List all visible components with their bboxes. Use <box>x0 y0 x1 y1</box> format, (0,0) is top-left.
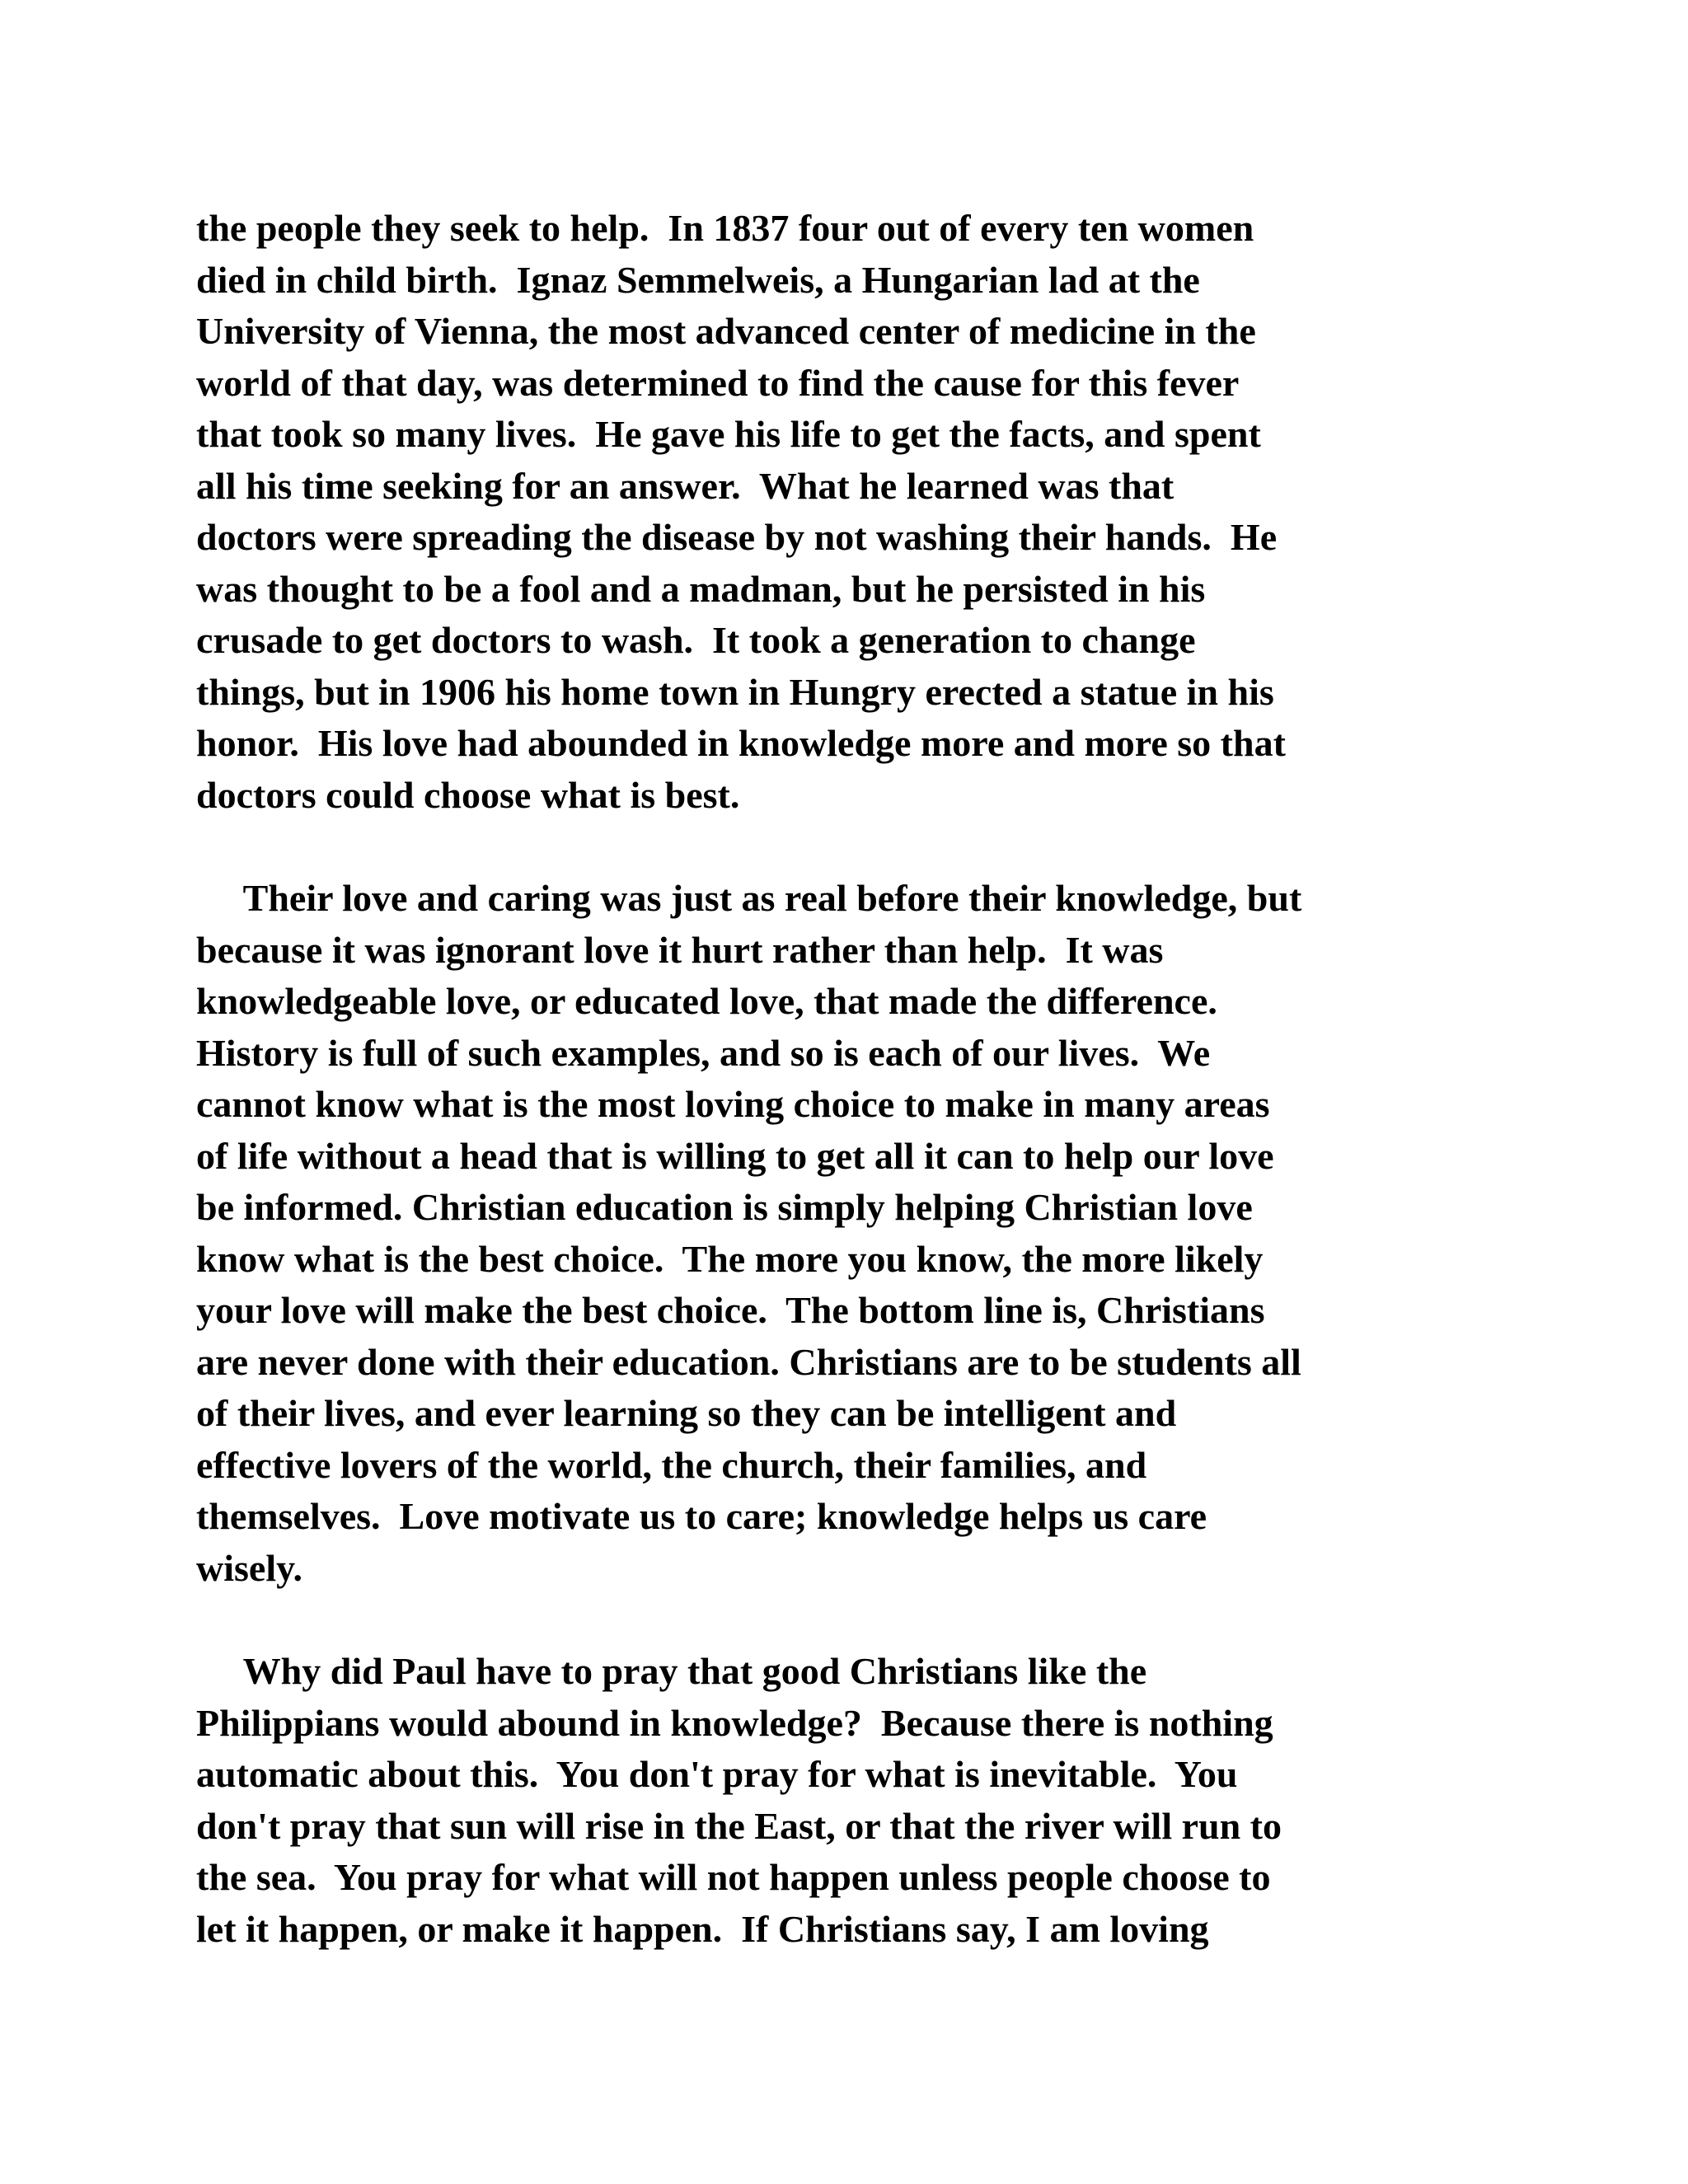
text-line: themselves. Love motivate us to care; knowledge helps us care <box>196 1495 1207 1537</box>
text-line: crusade to get doctors to wash. It took a generation to change <box>196 619 1196 661</box>
text-line: was thought to be a fool and a madman, but he persisted in his <box>196 567 1206 610</box>
text-line: wisely. <box>196 1546 303 1589</box>
text-line: be informed. Christian education is simply helping Christian love <box>196 1186 1253 1228</box>
text-line: your love will make the best choice. The bottom line is, Christians <box>196 1289 1265 1331</box>
text-line: are never done with their education. Christians are to be students all <box>196 1340 1301 1383</box>
text-line: Philippians would abound in knowledge? Because there is nothing <box>196 1701 1273 1744</box>
text-line: History is full of such examples, and so is each of our lives. We <box>196 1031 1211 1074</box>
text-line: doctors could choose what is best. <box>196 773 740 816</box>
text-line: University of Vienna, the most advanced center of medicine in the <box>196 310 1256 352</box>
paragraph-gap <box>196 821 1564 873</box>
paragraph-gap <box>196 1594 1564 1646</box>
text-line: died in child birth. Ignaz Semmelweis, a Hungarian lad at the <box>196 258 1200 301</box>
body-text <box>196 203 1564 1955</box>
text-line: the sea. You pray for what will not happen unless people choose to <box>196 1856 1271 1898</box>
text-line: world of that day, was determined to find the cause for this fever <box>196 361 1240 404</box>
text-line: knowledgeable love, or educated love, that made the difference. <box>196 980 1217 1022</box>
text-line: let it happen, or make it happen. If Christians say, I am loving <box>196 1907 1209 1950</box>
text-line: don't pray that sun will rise in the East, or that the river will run to <box>196 1804 1282 1847</box>
text-line: honor. His love had abounded in knowledge more and more so that <box>196 722 1286 764</box>
text-line: the people they seek to help. In 1837 four out of every ten women <box>196 207 1254 249</box>
text-line: because it was ignorant love it hurt rather than help. It was <box>196 928 1164 971</box>
text-line: things, but in 1906 his home town in Hungry erected a statue in his <box>196 670 1274 713</box>
paragraph-3 <box>196 1646 1564 1955</box>
text-line: Why did Paul have to pray that good Christians like the <box>196 1650 1147 1692</box>
text-line: of life without a head that is willing to get all it can to help our love <box>196 1134 1274 1177</box>
text-line: that took so many lives. He gave his life to get the facts, and spent <box>196 413 1261 455</box>
text-line: doctors were spreading the disease by not washing their hands. He <box>196 516 1278 558</box>
paragraph-2 <box>196 873 1564 1594</box>
text-line: effective lovers of the world, the church, their families, and <box>196 1443 1147 1486</box>
text-line: know what is the best choice. The more you know, the more likely <box>196 1237 1264 1280</box>
text-line: automatic about this. You don't pray for what is inevitable. You <box>196 1753 1238 1795</box>
text-line: all his time seeking for an answer. What he learned was that <box>196 464 1175 507</box>
text-line: cannot know what is the most loving choice to make in many areas <box>196 1083 1270 1125</box>
paragraph-1 <box>196 203 1564 821</box>
text-line: Their love and caring was just as real before their knowledge, but <box>196 877 1302 919</box>
text-line: of their lives, and ever learning so they can be intelligent and <box>196 1392 1177 1434</box>
